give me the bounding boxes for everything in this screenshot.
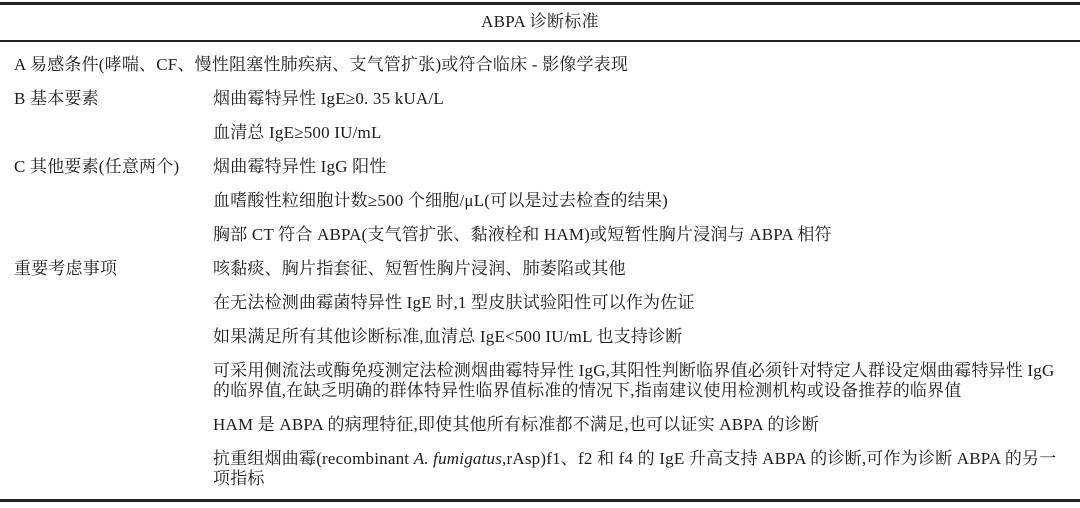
row-label-empty xyxy=(14,361,213,401)
row-label-empty xyxy=(14,327,213,347)
row-value: HAM 是 ABPA 的病理特征,即使其他所有标准都不满足,也可以证实 ABPA 的诊断 xyxy=(213,415,819,434)
species-name-italic: A. fumigatus xyxy=(413,449,503,468)
row-value: 如果满足所有其他诊断标准,血清总 IgE<500 IU/mL 也支持诊断 xyxy=(213,327,683,346)
table-header xyxy=(0,5,1080,40)
row-label-essential: B 基本要素 xyxy=(14,89,99,108)
row-essential-2 xyxy=(14,123,1066,143)
row-value: 血嗜酸性粒细胞计数≥500 个细胞/μL(可以是过去检查的结果) xyxy=(213,191,669,210)
row-label-empty xyxy=(14,449,213,489)
row-considerations-6 xyxy=(14,449,1066,489)
abpa-criteria-table xyxy=(0,2,1080,508)
table-bottom-border xyxy=(0,499,1080,502)
row-value: 血清总 IgE≥500 IU/mL xyxy=(213,123,382,142)
row-other-3 xyxy=(14,225,1066,245)
row-susceptibility-text: A 易感条件(哮喘、CF、慢性阻塞性肺疾病、支气管扩张)或符合临床 - 影像学表现 xyxy=(14,55,629,74)
row-label-empty xyxy=(14,293,213,313)
table-title: ABPA 诊断标准 xyxy=(481,12,599,31)
row-essential-1 xyxy=(14,89,1066,109)
row-value: 烟曲霉特异性 IgE≥0. 35 kUA/L xyxy=(213,89,444,108)
row-label-considerations: 重要考虑事项 xyxy=(14,259,118,278)
row-value-recombinant xyxy=(213,449,1066,489)
row-label-empty xyxy=(14,191,213,211)
row-value: 咳黏痰、胸片指套征、短暂性胸片浸润、肺萎陷或其他 xyxy=(213,259,626,278)
recombinant-pre: 抗重组烟曲霉(recombinant xyxy=(213,449,414,468)
row-value: 可采用侧流法或酶免疫测定法检测烟曲霉特异性 IgG,其阳性判断临界值必须针对特定人群设定烟曲霉特异性 IgG 的临界值,在缺乏明确的群体特异性临界值标准的情况下,指南建议使用检测机构或设备推荐的临界值 xyxy=(213,361,1055,400)
row-other-2 xyxy=(14,191,1066,211)
row-other-1 xyxy=(14,157,1066,177)
row-label-empty xyxy=(14,225,213,245)
row-considerations-1 xyxy=(14,259,1066,279)
recombinant-post: ,rAsp)f1、f2 和 f4 的 IgE 升高支持 ABPA 的诊断,可作为诊断 ABPA 的另一项指标 xyxy=(213,449,1057,488)
row-considerations-3 xyxy=(14,327,1066,347)
row-label-empty xyxy=(14,123,213,143)
row-susceptibility xyxy=(14,55,1066,75)
row-value: 在无法检测曲霉菌特异性 IgE 时,1 型皮肤试验阳性可以作为佐证 xyxy=(213,293,695,312)
row-considerations-4 xyxy=(14,361,1066,401)
row-label-empty xyxy=(14,415,213,435)
table-body xyxy=(0,42,1080,489)
row-considerations-5 xyxy=(14,415,1066,435)
row-value: 胸部 CT 符合 ABPA(支气管扩张、黏液栓和 HAM)或短暂性胸片浸润与 ABPA 相符 xyxy=(213,225,832,244)
row-label-other: C 其他要素(任意两个) xyxy=(14,157,180,176)
row-considerations-2 xyxy=(14,293,1066,313)
row-value: 烟曲霉特异性 IgG 阳性 xyxy=(213,157,387,176)
